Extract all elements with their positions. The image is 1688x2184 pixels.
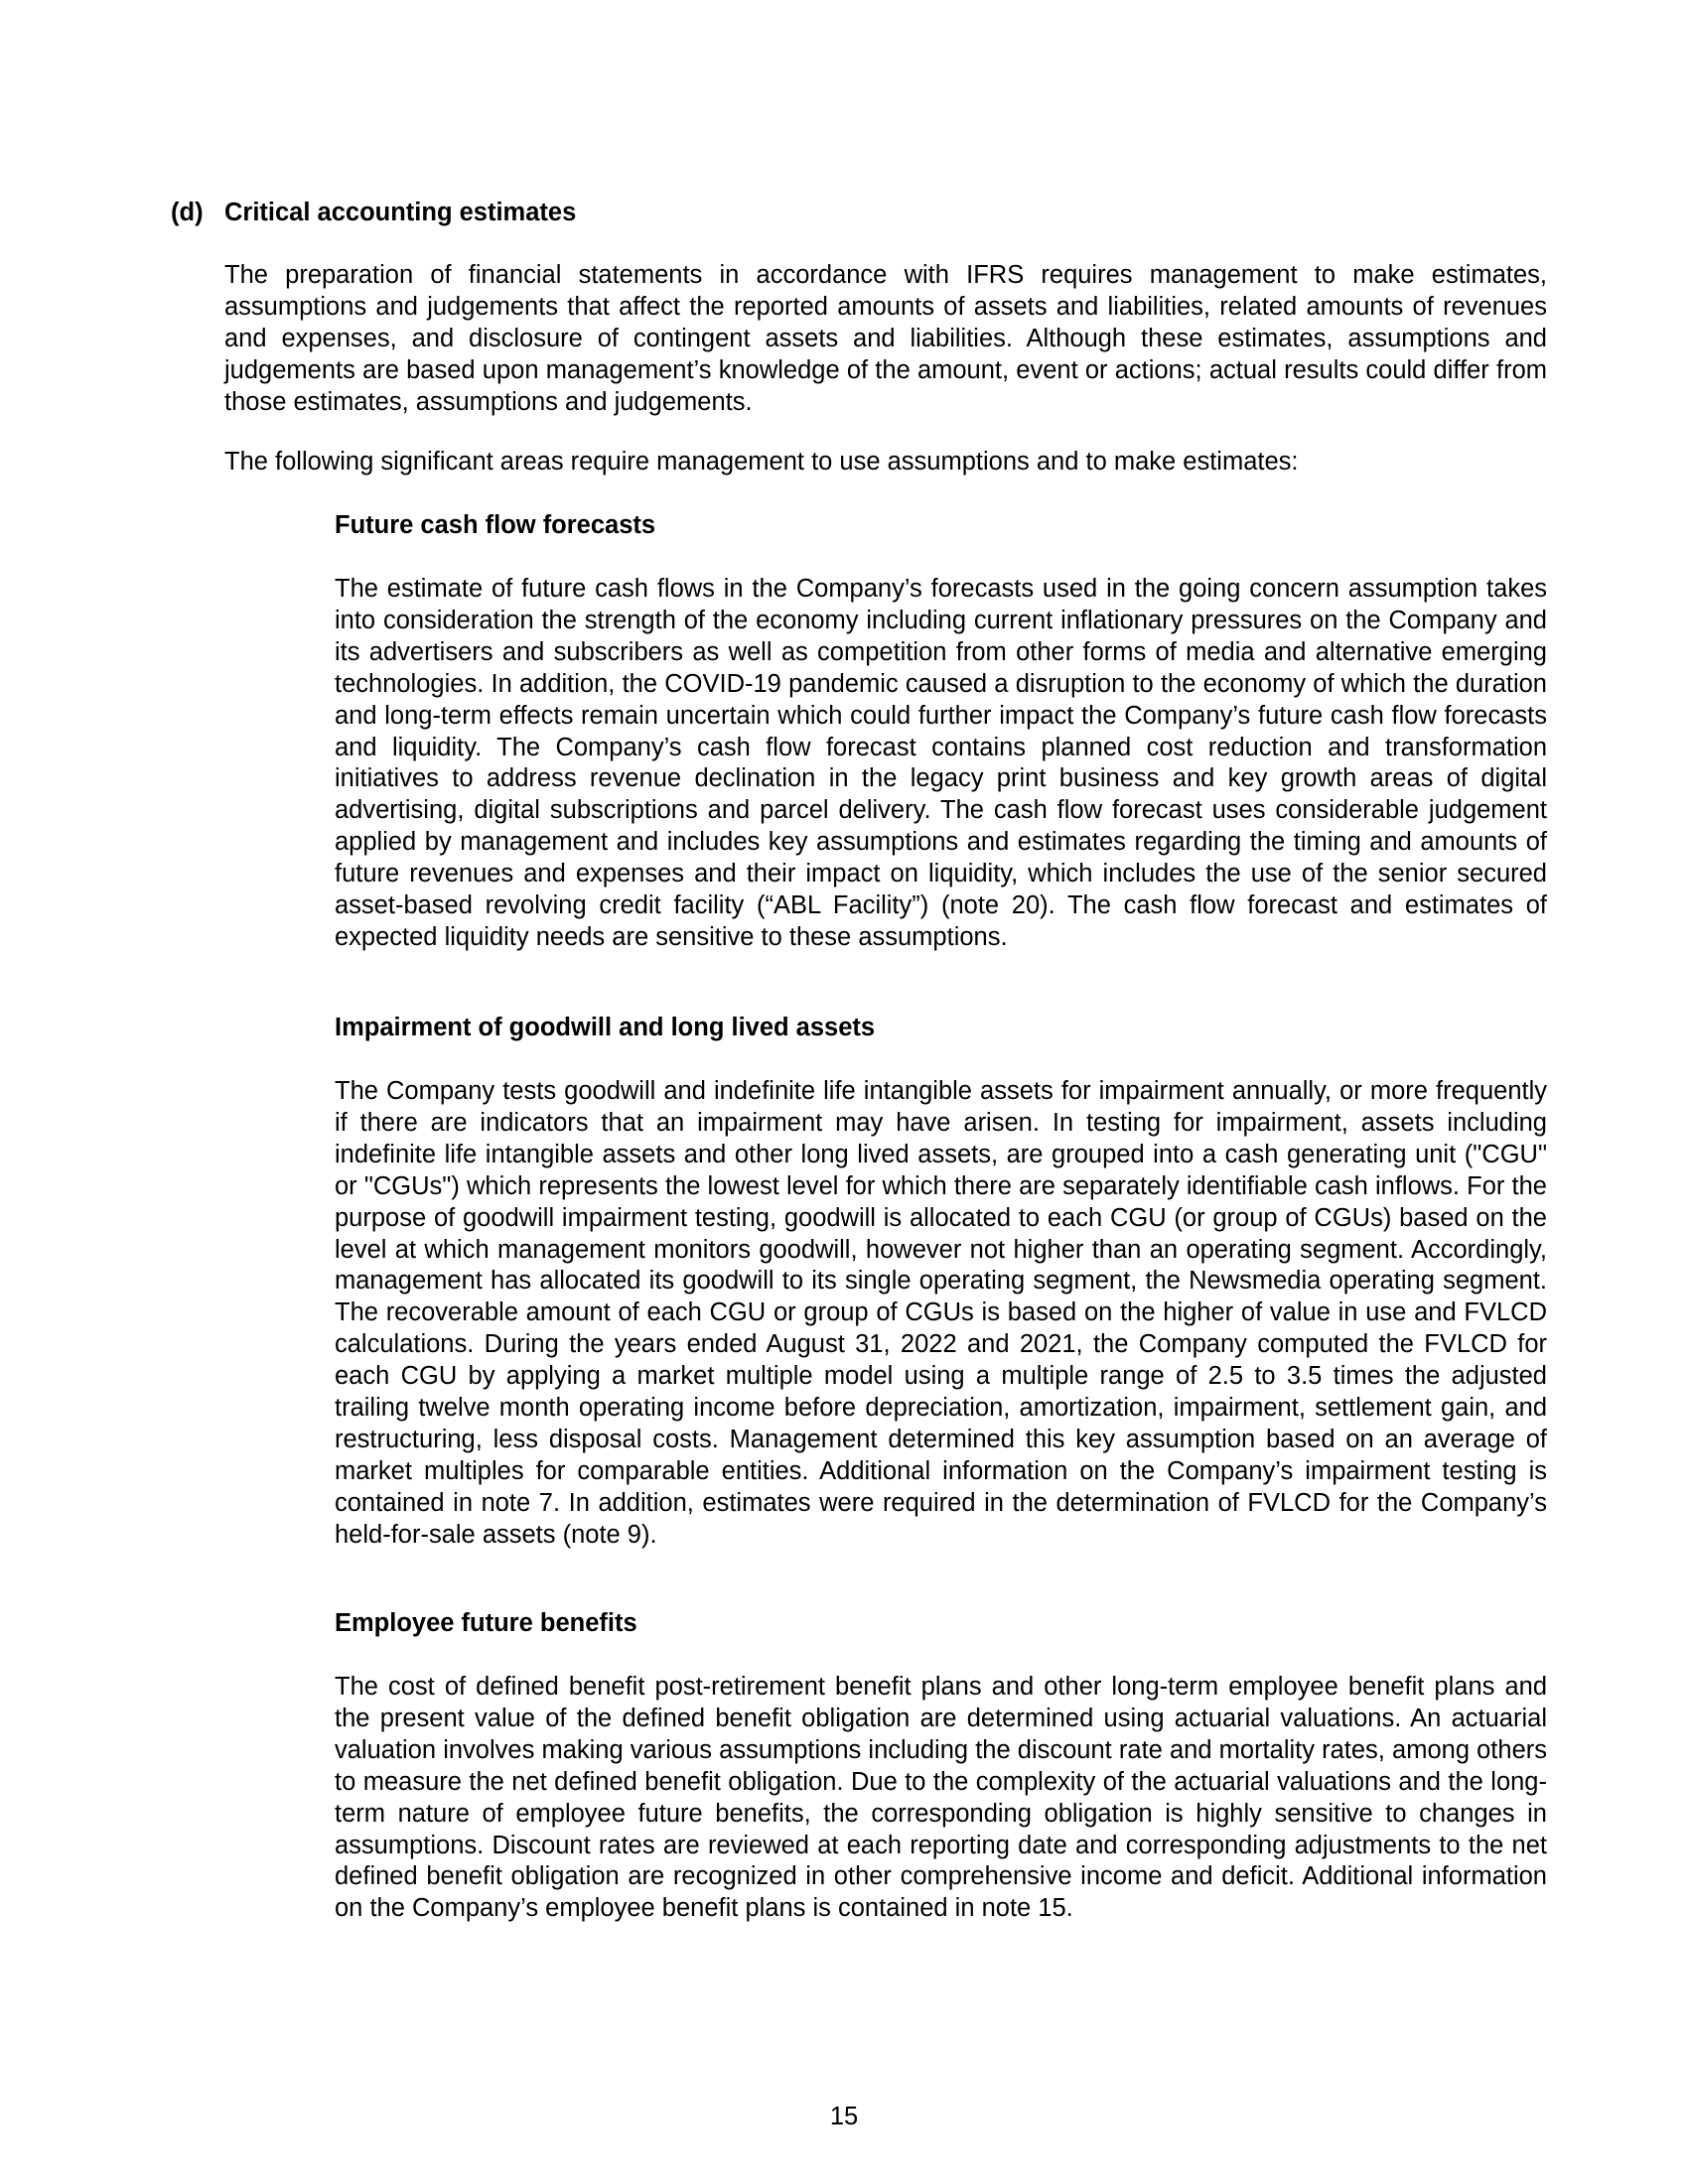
page-number: 15 [829,2103,859,2130]
subsection-paragraph-cash-flow: The estimate of future cash flows in the Company’s forecasts used in the going concern assumption takes into consideration the strength of the economy including current inflationary pressures on the Company and its advertisers and subscribers as well as competition from other forms of media and alternative emerging technologies. In addition, the COVID-19 pandemic caused a disruption to the economy of which the duration and long-term effects remain uncertain which could further impact the Company’s future cash flow forecasts and liquidity. The Company’s cash flow forecast contains planned cost reduction and transformation initiatives to address revenue declination in the legacy print business and key growth areas of digital advertising, digital subscriptions and parcel delivery. The cash flow forecast uses considerable judgement applied by management and includes key assumptions and estimates regarding the timing and amounts of future revenues and expenses and their impact on liquidity, which includes the use of the senior secured asset-based revolving credit facility (“ABL Facility”) (note 20). The cash flow forecast and estimates of expected liquidity needs are sensitive to these assumptions. [335,575,1547,951]
subsection-paragraph-employee-benefits: The cost of defined benefit post-retirement benefit plans and other long-term employee benefit plans and the present value of the defined benefit obligation are determined using actuarial valuations. An actuarial valuation involves making various assumptions including the discount rate and mortality rates, among others to measure the net defined benefit obligation. Due to the complexity of the actuarial valuations and the long-term nature of employee future benefits, the corresponding obligation is highly sensitive to changes in assumptions. Discount rates are reviewed at each reporting date and corresponding adjustments to the net defined benefit obligation are recognized in other comprehensive income and deficit. Additional information on the Company’s employee benefit plans is contained in note 15. [335,1673,1547,1923]
subsection-heading-cash-flow: Future cash flow forecasts [335,511,656,539]
lead-in-paragraph: The following significant areas require management to use assumptions and to make estimates: [224,448,1299,476]
intro-paragraph: The preparation of financial statements in accordance with IFRS requires management to make estimates, assumptions and judgements that affect the reported amounts of assets and liabilities, related amounts of revenues and expenses, and disclosure of contingent assets and liabilities. Although these estimates, assumptions and judgements are based upon management’s knowledge of the amount, event or actions; actual results could differ from those estimates, assumptions and judgements. [224,261,1547,416]
subsection-paragraph-impairment: The Company tests goodwill and indefinite life intangible assets for impairment annually, or more frequently if there are indicators that an impairment may have arisen. In testing for impairment, assets including indefinite life intangible assets and other long lived assets, are grouped into a cash generating unit ("CGU" or "CGUs") which represents the lowest level for which there are separately identifiable cash inflows. For the purpose of goodwill impairment testing, goodwill is allocated to each CGU (or group of CGUs) based on the level at which management monitors goodwill, however not higher than an operating segment. Accordingly, management has allocated its goodwill to its single operating segment, the Newsmedia operating segment. The recoverable amount of each CGU or group of CGUs is based on the higher of value in use and FVLCD calculations. During the years ended August 31, 2022 and 2021, the Company computed the FVLCD for each CGU by applying a market multiple model using a multiple range of 2.5 to 3.5 times the adjusted trailing twelve month operating income before depreciation, amortization, impairment, settlement gain, and restructuring, less disposal costs. Management determined this key assumption based on an average of market multiples for comparable entities. Additional information on the Company’s impairment testing is contained in note 7. In addition, estimates were required in the determination of FVLCD for the Company’s held-for-sale assets (note 9). [335,1077,1547,1549]
section-number: (d) [171,199,204,226]
subsection-heading-impairment: Impairment of goodwill and long lived assets [335,1014,876,1041]
section-heading [171,197,576,228]
subsection-heading-employee-benefits: Employee future benefits [335,1609,637,1637]
section-title: Critical accounting estimates [224,199,577,226]
